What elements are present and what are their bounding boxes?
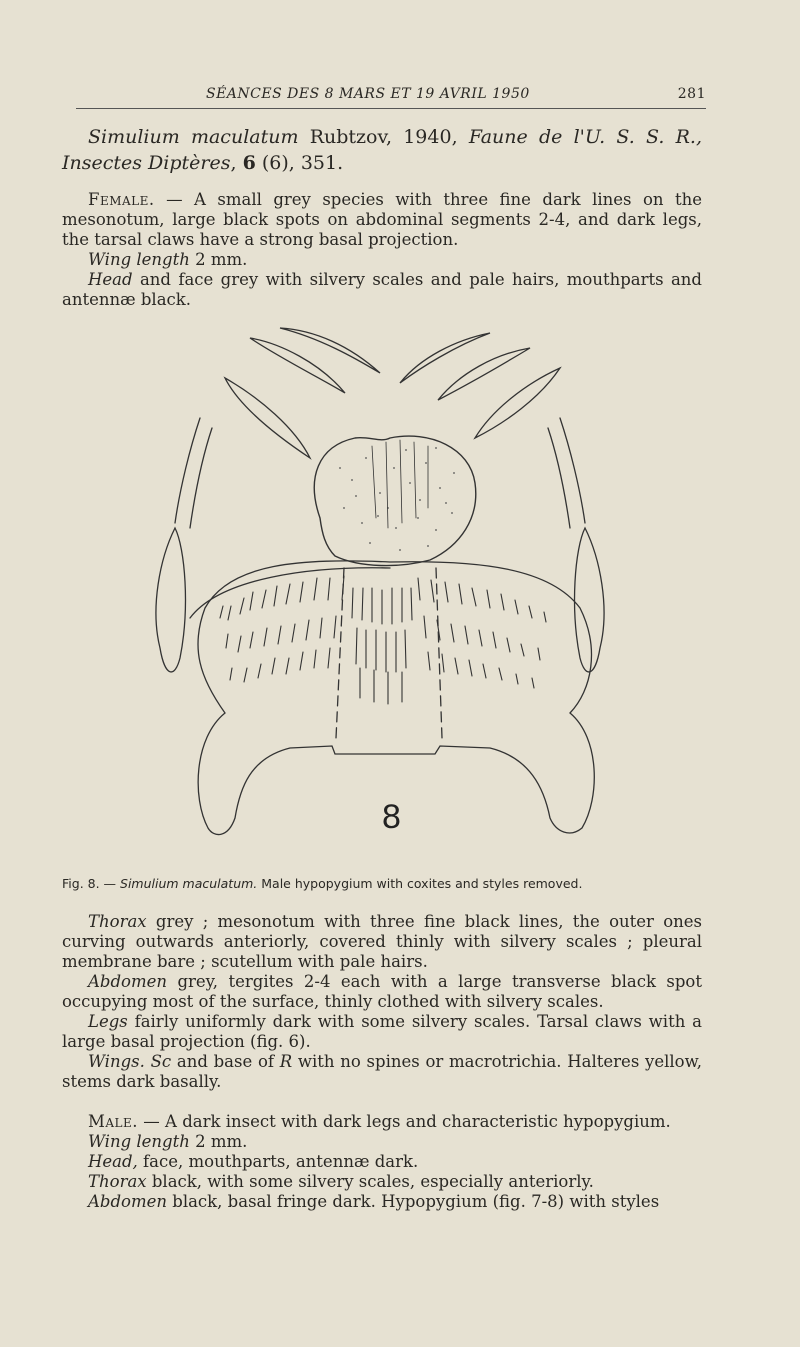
male-heading: Male. [88, 1112, 139, 1131]
running-title: SÉANCES DES 8 MARS ET 19 AVRIL 1950 [206, 86, 530, 102]
species-citation: Simulium maculatum Rubtzov, 1940, Faune de l'U. S. S. R., Insectes Diptères, 6 (6), 351. [62, 126, 702, 174]
male-wing-value: 2 mm. [189, 1132, 248, 1151]
bristle-band [220, 576, 546, 704]
figure-8-hypopygium [130, 318, 650, 868]
female-intro: — A small grey species with three fine dark lines on the mesonotum, large black spots on abdominal segments 2-4, and dark legs, the tarsal claws have a strong basal projection. [62, 190, 702, 249]
male-intro: — A dark insect with dark legs and characteristic hypopygium. [138, 1112, 671, 1131]
female-wings-label: Wings. [88, 1052, 145, 1071]
female-head-label: Head [88, 270, 133, 289]
male-head-text: face, mouthparts, antennæ dark. [137, 1152, 419, 1171]
upper-right-process-c [400, 333, 490, 383]
female-wing-label: Wing length [88, 250, 190, 269]
upper-right-process-a [475, 368, 560, 438]
arch-line [190, 568, 390, 618]
median-line-right [436, 568, 442, 738]
upper-left-process-a [225, 378, 310, 458]
right-lateral-lobe [575, 528, 604, 672]
male-thorax-label: Thorax [88, 1172, 147, 1191]
hypopygium-drawing [130, 318, 650, 868]
male-description [62, 1112, 702, 1212]
citation-species: Simulium maculatum [88, 126, 299, 148]
upper-right-process-b [438, 348, 530, 400]
right-arm [548, 418, 585, 528]
stipple-central [339, 447, 455, 551]
caption-text: Male hypopygium with coxites and styles removed. [257, 876, 583, 891]
female-thorax-label: Thorax [88, 912, 147, 931]
citation-work: Faune de l'U. S. S. R., Insectes Diptères [62, 126, 702, 174]
male-thorax-text: black, with some silvery scales, especially anteriorly. [146, 1172, 594, 1191]
page-number: 281 [677, 86, 706, 102]
female-legs-text: fairly uniformly dark with some silvery scales. Tarsal claws with a large basal projection (fig. 6). [62, 1012, 702, 1051]
female-wings-sc: Sc [144, 1052, 172, 1071]
female-description-top [62, 190, 702, 310]
caption-species: Simulium maculatum. [120, 876, 258, 891]
figure-caption [62, 876, 702, 891]
female-thorax-text: grey ; mesonotum with three fine black lines, the outer ones curving outwards anteriorly, covered thinly with silvery scales ; pleural membrane bare ; scutellum with pale hairs. [62, 912, 702, 971]
female-abdomen-label: Abdomen [88, 972, 168, 991]
female-wing-value: 2 mm. [189, 250, 248, 269]
header-rule [76, 108, 706, 109]
female-wings-text: with no spines or macrotrichia. Halteres yellow, stems dark basally. [62, 1052, 702, 1091]
citation-pages: (6), 351. [255, 152, 344, 174]
female-heading: Female. [88, 190, 155, 209]
upper-left-process-c [280, 328, 380, 373]
female-abdomen-text: grey, tergites 2-4 each with a large transverse black spot occupying most of the surface, thinly clothed with silvery scales. [62, 972, 702, 1011]
citation-author: Rubtzov, 1940, [298, 126, 469, 148]
caption-prefix: Fig. 8. — [62, 876, 121, 891]
male-wing-label: Wing length [88, 1132, 190, 1151]
male-head-label: Head, [88, 1152, 138, 1171]
central-plate [314, 436, 475, 565]
female-legs-label: Legs [88, 1012, 128, 1031]
female-description-continued [62, 912, 702, 1092]
male-abdomen-label: Abdomen [88, 1192, 168, 1211]
median-line-left [336, 568, 344, 738]
figure-number: 8 [382, 798, 401, 836]
male-abdomen-text: black, basal fringe dark. Hypopygium (fig. 7-8) with styles [167, 1192, 660, 1211]
left-lateral-lobe [156, 528, 185, 672]
striations-central [372, 440, 428, 528]
female-wings-r: R [279, 1052, 293, 1071]
citation-volume: 6 [242, 152, 256, 174]
left-arm [175, 418, 212, 528]
female-head-text: and face grey with silvery scales and pale hairs, mouthparts and antennæ black. [62, 270, 702, 309]
plate-outline [198, 561, 594, 835]
female-wings-mid: and base of [171, 1052, 280, 1071]
